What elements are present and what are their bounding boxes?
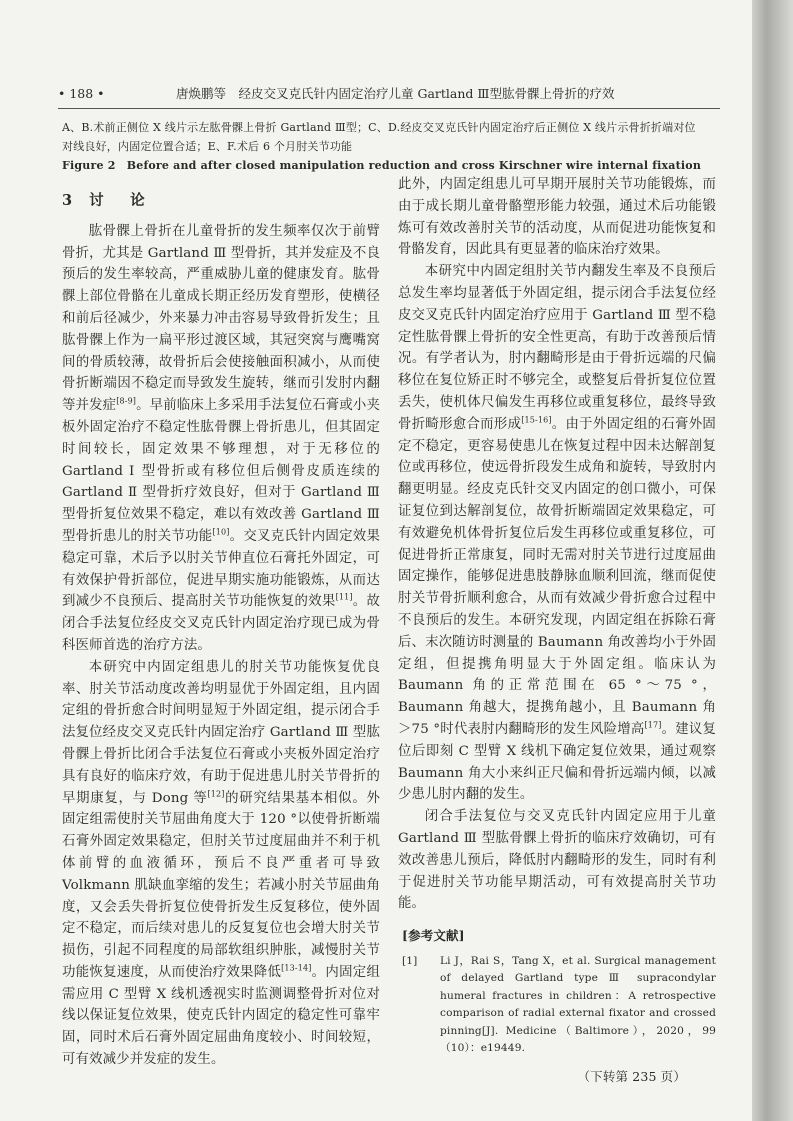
right-column bbox=[398, 174, 716, 1088]
text-run: 。故闭合手法复位经皮交叉克氏针内固定治疗现已成为骨科医师首选的治疗方法。 bbox=[62, 594, 381, 653]
citation: [11] bbox=[335, 592, 353, 602]
reference-item bbox=[398, 953, 716, 1058]
reference-number: [1] bbox=[402, 954, 418, 967]
citation: [15-16] bbox=[521, 415, 552, 425]
running-title: 唐焕鹏等 经皮交叉克氏针内固定治疗儿童 Gartland Ⅲ型肱骨髁上骨折的疗效 bbox=[176, 86, 615, 101]
citation: [17] bbox=[644, 720, 662, 730]
text-run: 本研究中内固定组患儿的肘关节功能恢复优良率、肘关节活动度改善均明显优于外固定组，且内固定组的骨折愈合时间明显短于外固定组，提示闭合手法复位经皮交叉克氏针内固定治疗 Gartland Ⅲ 型肱骨髁上骨折比闭合手法复位石膏或小夹板外固定治疗具有良好的临床疗效，有助于促进患儿肘关节骨折的早期康复，与 Dong 等 bbox=[62, 659, 380, 806]
caption-cn-line-1: A、B.术前正侧位 X 线片示左肱骨髁上骨折 Gartland Ⅲ型；C、D.经皮交叉克氏针内固定治疗后正侧位 X 线片示骨折折端对位 bbox=[62, 121, 696, 134]
citation: [12] bbox=[207, 789, 225, 799]
text-run: 的研究结果基本相似。外固定组需使肘关节屈曲角度大于 120 °以使骨折断端石膏外固定效果稳定，但肘关节过度屈曲并不利于机体前臂的血液循环，预后不良严重者可导致 Volkmann 肌缺血挛缩的发生；若减小肘关节屈曲角度，又会丢失骨折复位使骨折发生反复移位，使外固定不稳定，而后续对患儿的反复复位也会增大肘关节损伤，引起不同程度的局部软组织肿胀，减慢肘关节功能恢复速度，从而使治疗效果降低 bbox=[62, 790, 380, 980]
text-run: 。早前临床上多采用手法复位石膏或小夹板外固定治疗不稳定性肱骨髁上骨折患儿，但其固定时间较长，固定效果不够理想，对于无移位的 Gartland Ⅰ 型骨折或有移位但后侧骨皮质连续的 Gartland Ⅱ 型骨折疗效良好，但对于 Gartland Ⅲ 型骨折复位效果不稳定，难以有效改善 Gartland Ⅲ 型骨折患儿的肘关节功能 bbox=[62, 398, 380, 544]
text-run: 。由于外固定组的石膏外固定不稳定，更容易使患儿在恢复过程中因未达解剖复位或再移位，使远骨折段发生成角和旋转，导致肘内翻更明显。经皮克氏针交叉内固定的创口微小，可保证复位到达解剖复位，故骨折断端固定效果稳定，可有效避免机体骨折复位后发生再移位或重复移位，可促进骨折正常康复，同时无需对肘关节进行过度屈曲固定操作，能够促进患肢静脉血顺利回流，继而促使肘关节骨折顺利愈合，从而有效减少骨折愈合过程中不良预后的发生。本研究发现，内固定组在拆除石膏后、末次随访时测量的 Baumann 角改善均小于外固定组，但提携角明显大于外固定组。临床认为 Baumann 角的正常范围在 65 °～75 °，Baumann 角越大，提携角越小，且 Baumann 角＞75 °时代表肘内翻畸形的发生风险增高 bbox=[398, 416, 716, 737]
caption-cn-line-2: 对线良好，内固定位置合适；E、F.术后 6 个月肘关节功能 bbox=[62, 140, 353, 153]
page-gutter bbox=[752, 0, 793, 1121]
text-run: 闭合手法复位与交叉克氏针内固定应用于儿童 Gartland Ⅲ 型肱骨髁上骨折的临床疗效确切，可有效改善患儿预后，降低肘内翻畸形的发生，同时有利于促进肘关节功能早期活动，可有效提高肘关节功能。 bbox=[398, 809, 716, 912]
citation: [10] bbox=[212, 527, 230, 537]
caption-en: Figure 2 Before and after closed manipulation reduction and cross Kirschner wire internal fixation bbox=[62, 159, 702, 172]
paragraph bbox=[62, 657, 380, 1071]
text-run: 。建议复位后即刻 C 型臂 X 线机下确定复位效果，通过观察 Baumann 角大小来纠正尺偏和骨折远端内倾，以减少患儿肘内翻的发生。 bbox=[398, 721, 716, 803]
text-run: 此外，内固定组患儿可早期开展肘关节功能锻炼，而由于成长期儿童骨骼塑形能力较强，通过术后功能锻炼可有效改善肘关节的活动度，从而促进功能恢复和骨骼发育，因此具有更显著的临床治疗效果。 bbox=[398, 177, 716, 258]
paragraph bbox=[62, 221, 380, 657]
citation: [13-14] bbox=[281, 963, 312, 973]
continued-note: （下转第 235 页） bbox=[577, 1068, 686, 1084]
text-run: 。交叉克氏针内固定效果稳定可靠，术后予以肘关节伸直位石膏托外固定，可有效保护骨折部位，促进早期实施功能锻炼，从而达到减少不良预后、提高肘关节功能恢复的效果 bbox=[62, 528, 380, 610]
text-run: 肱骨髁上骨折在儿童骨折的发生频率仅次于前臂骨折，尤其是 Gartland Ⅲ 型骨折，其并发症及不良预后的发生率较高，严重威胁儿童的健康发育。肱骨髁上部位骨骼在儿童成长期正经历发育塑形，使横径和前后径减少，外来暴力冲击容易导致骨折发生；且肱骨髁上作为一扁平形过渡区域，其冠突窝与鹰嘴窝间的骨质较薄，故骨折后会使接触面积减小，从而使骨折断端因不稳定而导致发生旋转，继而引发肘内翻等并发症 bbox=[62, 223, 380, 414]
paragraph bbox=[398, 261, 716, 806]
text-run: 。内固定组需应用 C 型臂 X 线机透视实时监测调整骨折对位对线以保证复位效果，使克氏针内固定的稳定性可靠牢固，同时术后石膏外固定屈曲角度较小、时间较短，可有效减少并发症的发生。 bbox=[62, 964, 380, 1068]
text-run: 本研究中内固定组肘关节内翻发生率及不良预后总发生率均显著低于外固定组，提示闭合手法复位经皮交叉克氏针内固定治疗应用于 Gartland Ⅲ 型不稳定性肱骨髁上骨折的安全性更高，有助于改善预后情况。有学者认为，肘内翻畸形是由于骨折远端的尺偏移位在复位矫正时不够完全，或整复后骨折复位位置丢失，使机体尺偏发生再移位或重复移位，最终导致骨折畸形愈合而形成 bbox=[398, 264, 716, 432]
page-number: • 188 • bbox=[58, 86, 105, 101]
paragraph bbox=[398, 174, 716, 261]
header-rule bbox=[58, 108, 720, 109]
left-column bbox=[62, 190, 380, 1071]
paragraph bbox=[398, 806, 716, 915]
reference-text: Li J，Rai S，Tang X，et al. Surgical management of delayed Gartland type Ⅲ supracondylar humeral fractures in children：A retrospective comparison of radial external fixator and crossed pinning[J]. Medicine（Baltimore），2020，99（10）：e19449. bbox=[440, 954, 716, 1055]
figure-caption bbox=[62, 118, 716, 175]
references-title: [参考文献] bbox=[402, 928, 465, 944]
citation: [8-9] bbox=[116, 396, 137, 406]
section-title: 3 讨 论 bbox=[62, 192, 151, 209]
running-header bbox=[58, 84, 718, 102]
